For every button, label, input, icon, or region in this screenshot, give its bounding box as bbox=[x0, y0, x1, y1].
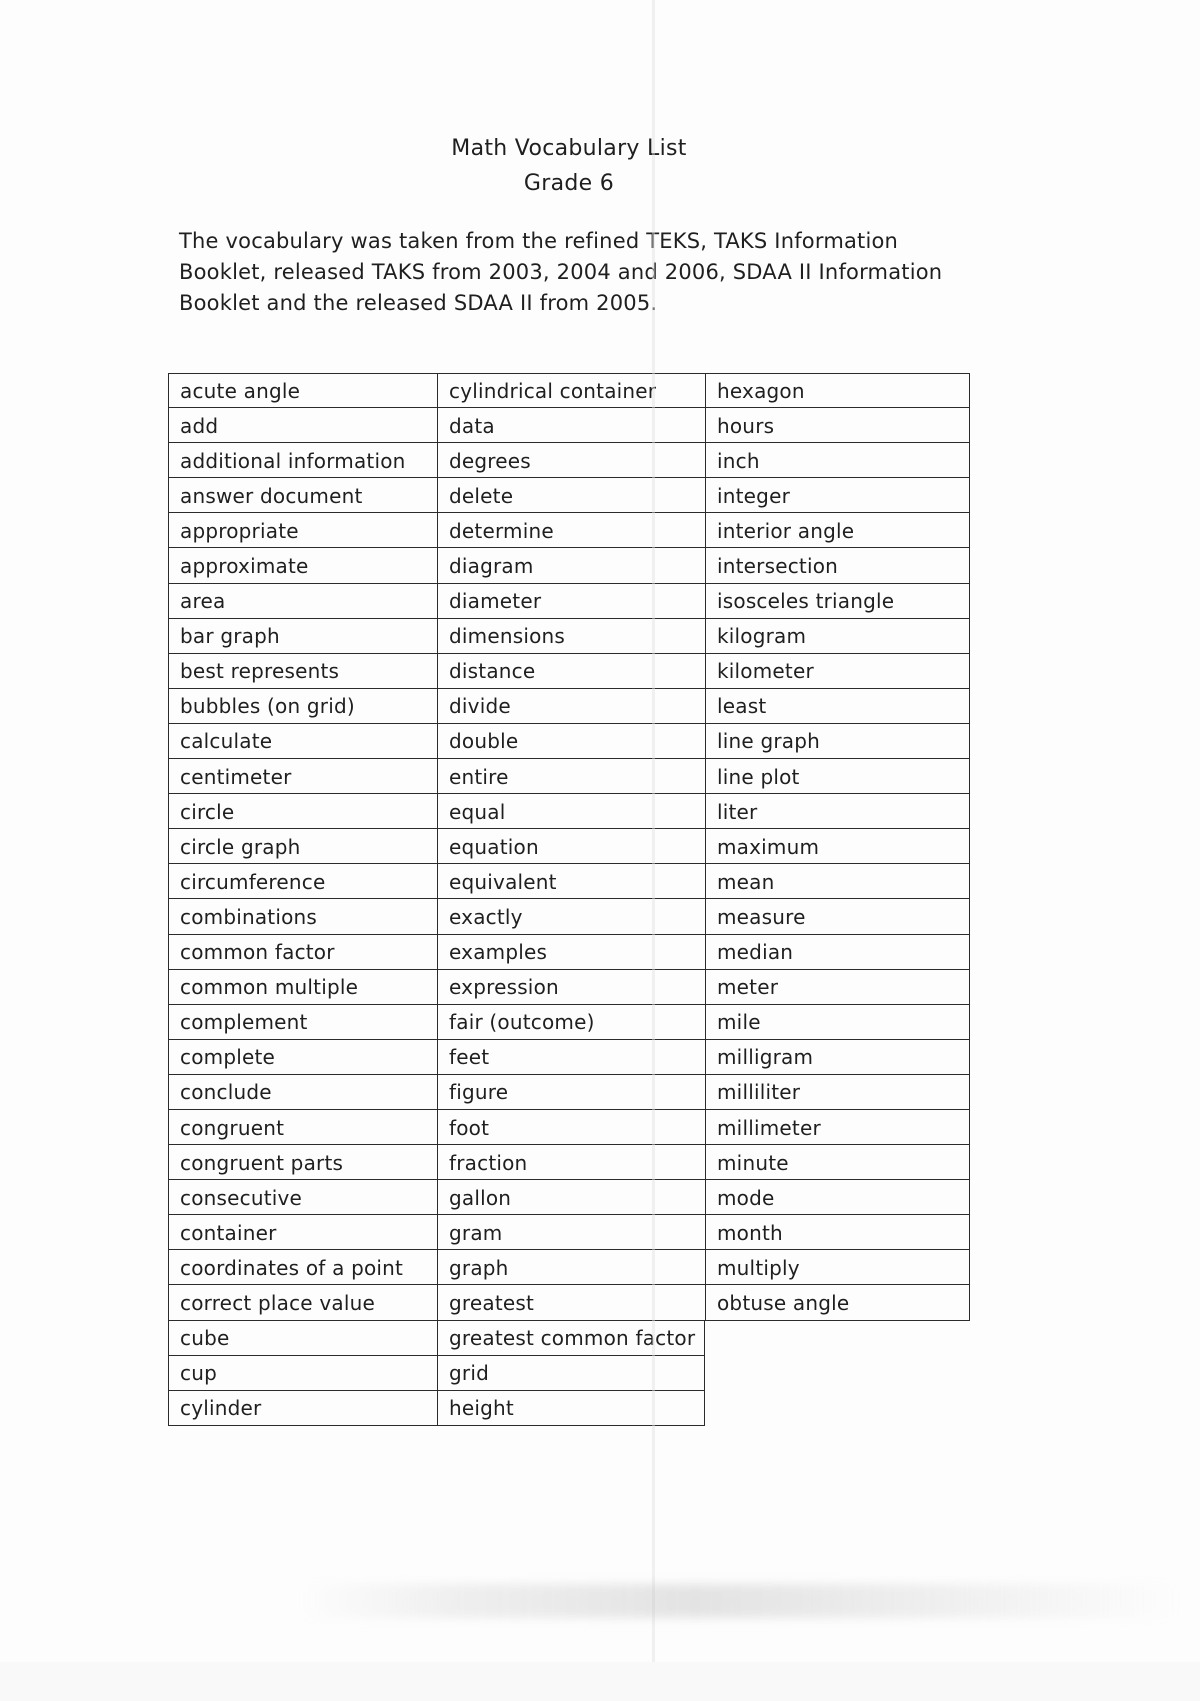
vocab-cell: gallon bbox=[437, 1180, 705, 1215]
vocab-cell: additional information bbox=[168, 443, 437, 478]
vocab-cell: isosceles triangle bbox=[705, 584, 970, 619]
vocab-row bbox=[168, 864, 970, 899]
vocab-cell: examples bbox=[437, 935, 705, 970]
vocab-row bbox=[168, 478, 970, 513]
vocab-cell: meter bbox=[705, 970, 970, 1005]
vocab-cell: hexagon bbox=[705, 373, 970, 408]
title-block bbox=[168, 131, 970, 201]
vocab-cell: interior angle bbox=[705, 513, 970, 548]
vocab-cell: distance bbox=[437, 654, 705, 689]
vocab-cell: obtuse angle bbox=[705, 1285, 970, 1320]
vocab-cell: calculate bbox=[168, 724, 437, 759]
vocab-cell: delete bbox=[437, 478, 705, 513]
vocab-row bbox=[168, 1110, 970, 1145]
vocab-cell: mode bbox=[705, 1180, 970, 1215]
vocab-row bbox=[168, 654, 970, 689]
vocab-cell: measure bbox=[705, 899, 970, 934]
intro-line-1: The vocabulary was taken from the refined TEKS, TAKS Information bbox=[179, 229, 899, 253]
vocab-cell: milliliter bbox=[705, 1075, 970, 1110]
vocab-cell: line graph bbox=[705, 724, 970, 759]
vocab-cell: equivalent bbox=[437, 864, 705, 899]
vocab-row bbox=[168, 548, 970, 583]
vocab-row bbox=[168, 759, 970, 794]
vocab-cell: congruent bbox=[168, 1110, 437, 1145]
scan-band bbox=[0, 1662, 1200, 1701]
vocab-table bbox=[168, 373, 970, 1426]
vocab-cell: data bbox=[437, 408, 705, 443]
vocab-cell: cylindrical container bbox=[437, 373, 705, 408]
vocab-row bbox=[168, 970, 970, 1005]
vocab-cell: cube bbox=[168, 1321, 437, 1356]
vocab-cell: gram bbox=[437, 1215, 705, 1250]
vocab-cell: bubbles (on grid) bbox=[168, 689, 437, 724]
vocab-cell: millimeter bbox=[705, 1110, 970, 1145]
vocab-cell: consecutive bbox=[168, 1180, 437, 1215]
vocab-cell: figure bbox=[437, 1075, 705, 1110]
vocab-row bbox=[168, 1040, 970, 1075]
vocab-cell: best represents bbox=[168, 654, 437, 689]
vocab-cell: greatest common factor bbox=[437, 1321, 705, 1356]
vocab-cell: hours bbox=[705, 408, 970, 443]
vocab-cell: congruent parts bbox=[168, 1145, 437, 1180]
vocab-row bbox=[168, 1180, 970, 1215]
vocab-cell: equal bbox=[437, 794, 705, 829]
vocab-cell: cup bbox=[168, 1356, 437, 1391]
vocab-cell: multiply bbox=[705, 1250, 970, 1285]
vocab-row bbox=[168, 1356, 970, 1391]
vocab-row bbox=[168, 829, 970, 864]
vocab-cell: double bbox=[437, 724, 705, 759]
vocab-cell: equation bbox=[437, 829, 705, 864]
vocab-cell: diagram bbox=[437, 548, 705, 583]
vocab-cell: mile bbox=[705, 1005, 970, 1040]
intro-line-3: Booklet and the released SDAA II from 2005. bbox=[179, 291, 658, 315]
vocab-cell: fraction bbox=[437, 1145, 705, 1180]
vocab-cell: common multiple bbox=[168, 970, 437, 1005]
intro-line-2: Booklet, released TAKS from 2003, 2004 and 2006, SDAA II Information bbox=[179, 260, 943, 284]
vocab-cell: acute angle bbox=[168, 373, 437, 408]
vocab-cell: complete bbox=[168, 1040, 437, 1075]
vocab-row bbox=[168, 1285, 970, 1320]
vocab-cell: kilometer bbox=[705, 654, 970, 689]
vocab-row bbox=[168, 724, 970, 759]
vocab-cell: height bbox=[437, 1391, 705, 1426]
vocab-row bbox=[168, 408, 970, 443]
vocab-cell: dimensions bbox=[437, 619, 705, 654]
vocab-cell: maximum bbox=[705, 829, 970, 864]
vocab-row bbox=[168, 1005, 970, 1040]
vocab-cell: line plot bbox=[705, 759, 970, 794]
vocab-row bbox=[168, 619, 970, 654]
vocab-cell: answer document bbox=[168, 478, 437, 513]
page-title: Math Vocabulary List bbox=[451, 136, 687, 161]
vocab-cell: integer bbox=[705, 478, 970, 513]
vocab-cell: entire bbox=[437, 759, 705, 794]
vocab-cell: mean bbox=[705, 864, 970, 899]
vocab-cell: intersection bbox=[705, 548, 970, 583]
vocab-cell: appropriate bbox=[168, 513, 437, 548]
vocab-cell: median bbox=[705, 935, 970, 970]
vocab-row bbox=[168, 1250, 970, 1285]
vocab-cell: divide bbox=[437, 689, 705, 724]
vocab-cell: bar graph bbox=[168, 619, 437, 654]
vocab-row bbox=[168, 584, 970, 619]
vocab-row bbox=[168, 794, 970, 829]
vocab-cell: correct place value bbox=[168, 1285, 437, 1320]
vocab-cell: month bbox=[705, 1215, 970, 1250]
vocab-cell: circumference bbox=[168, 864, 437, 899]
vocab-cell: minute bbox=[705, 1145, 970, 1180]
vocab-cell: grid bbox=[437, 1356, 705, 1391]
vocab-cell: expression bbox=[437, 970, 705, 1005]
vocab-cell: determine bbox=[437, 513, 705, 548]
vocab-cell: combinations bbox=[168, 899, 437, 934]
vocab-row bbox=[168, 689, 970, 724]
vocab-cell: liter bbox=[705, 794, 970, 829]
vocab-row bbox=[168, 1215, 970, 1250]
vocab-cell: inch bbox=[705, 443, 970, 478]
vocab-row bbox=[168, 443, 970, 478]
vocab-cell: degrees bbox=[437, 443, 705, 478]
intro-paragraph bbox=[179, 226, 999, 319]
vocab-cell: conclude bbox=[168, 1075, 437, 1110]
vocab-cell: approximate bbox=[168, 548, 437, 583]
vocab-cell: common factor bbox=[168, 935, 437, 970]
vocab-row bbox=[168, 935, 970, 970]
vocab-row bbox=[168, 1145, 970, 1180]
vocab-row bbox=[168, 1075, 970, 1110]
vocab-cell: diameter bbox=[437, 584, 705, 619]
vocab-row bbox=[168, 513, 970, 548]
vocab-cell: feet bbox=[437, 1040, 705, 1075]
vocab-cell: graph bbox=[437, 1250, 705, 1285]
vocab-cell: centimeter bbox=[168, 759, 437, 794]
vocab-cell: fair (outcome) bbox=[437, 1005, 705, 1040]
vocab-cell: circle bbox=[168, 794, 437, 829]
vocab-cell: exactly bbox=[437, 899, 705, 934]
vocab-cell: kilogram bbox=[705, 619, 970, 654]
vocab-row bbox=[168, 899, 970, 934]
vocab-cell: least bbox=[705, 689, 970, 724]
vocab-row bbox=[168, 1321, 970, 1356]
scan-smudge bbox=[300, 1584, 1180, 1618]
vocab-cell: area bbox=[168, 584, 437, 619]
vocab-cell: milligram bbox=[705, 1040, 970, 1075]
vocab-cell: circle graph bbox=[168, 829, 437, 864]
vocab-cell: complement bbox=[168, 1005, 437, 1040]
vocab-row bbox=[168, 1391, 970, 1426]
page-subtitle: Grade 6 bbox=[523, 171, 615, 196]
vocab-row bbox=[168, 373, 970, 408]
vocab-cell: coordinates of a point bbox=[168, 1250, 437, 1285]
vocab-cell: foot bbox=[437, 1110, 705, 1145]
vocab-cell: add bbox=[168, 408, 437, 443]
vocab-cell: container bbox=[168, 1215, 437, 1250]
vocab-cell: cylinder bbox=[168, 1391, 437, 1426]
vocab-cell: greatest bbox=[437, 1285, 705, 1320]
